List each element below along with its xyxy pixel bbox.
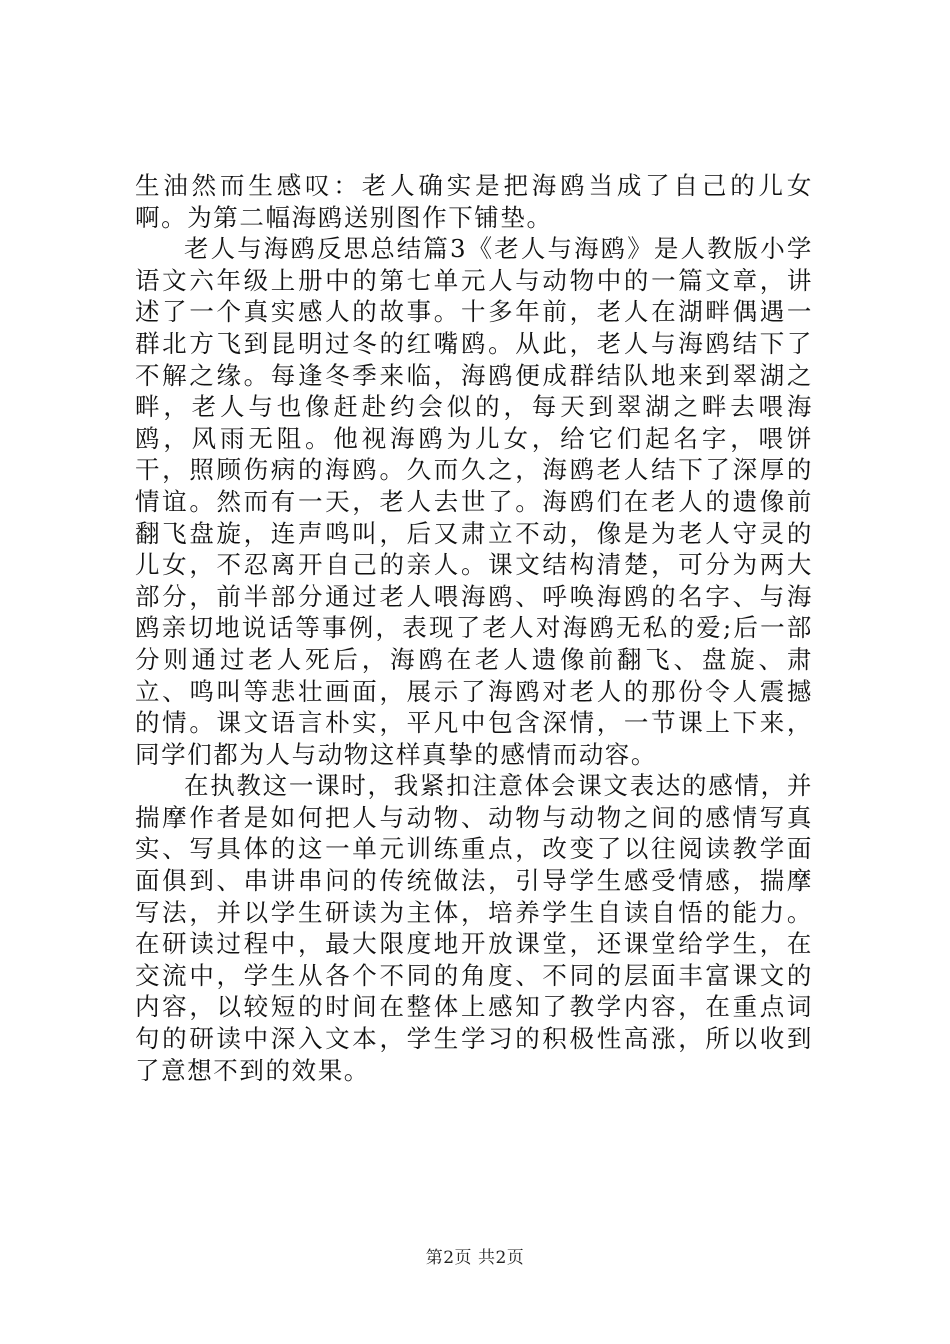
paragraph-lesson-summary: 老人与海鸥反思总结篇3《老人与海鸥》是人教版小学语文六年级上册中的第七单元人与动物中的一篇文章，讲述了一个真实感人的故事。十多年前，老人在湖畔偶遇一群北方飞到昆明过冬的红嘴鸥。从此，老人与海鸥结下了不解之缘。每逢冬季来临，海鸥便成群结队地来到翠湖之畔，老人与也像赶赴约会似的，每天到翠湖之畔去喂海鸥，风雨无阻。他视海鸥为儿女，给它们起名字，喂饼干，照顾伤病的海鸥。久而久之，海鸥老人结下了深厚的情谊。然而有一天，老人去世了。海鸥们在老人的遗像前翻飞盘旋，连声鸣叫，后又肃立不动，像是为老人守灵的儿女，不忍离开自己的亲人。课文结构清楚，可分为两大部分，前半部分通过老人喂海鸥、呼唤海鸥的名字、与海鸥亲切地说话等事例，表现了老人对海鸥无私的爱;后一部分则通过老人死后，海鸥在老人遗像前翻飞、盘旋、肃立、鸣叫等悲壮画面，展示了海鸥对老人的那份令人震撼的情。课文语言朴实，平凡中包含深情，一节课上下来，同学们都为人与动物这样真挚的感情而动容。 xyxy=(135,234,813,769)
page-number-footer: 第2页 共2页 xyxy=(425,1248,525,1268)
paragraph-teaching-reflection: 在执教这一课时，我紧扣注意体会课文表达的感情，并揣摩作者是如何把人与动物、动物与动物之间的感情写真实、写具体的这一单元训练重点，改变了以往阅读教学面面俱到、串讲串问的传统做法，引导学生感受情感，揣摩写法，并以学生研读为主体，培养学生自读自悟的能力。在研读过程中，最大限度地开放课堂，还课堂给学生，在交流中，学生从各个不同的角度、不同的层面丰富课文的内容，以较短的时间在整体上感知了教学内容，在重点词句的研读中深入文本，学生学习的积极性高涨，所以收到了意想不到的效果。 xyxy=(135,771,813,1085)
paragraph-continuation: 生油然而生感叹：老人确实是把海鸥当成了自己的儿女啊。为第二幅海鸥送别图作下铺垫。 xyxy=(135,171,813,232)
document-body xyxy=(135,170,813,1086)
